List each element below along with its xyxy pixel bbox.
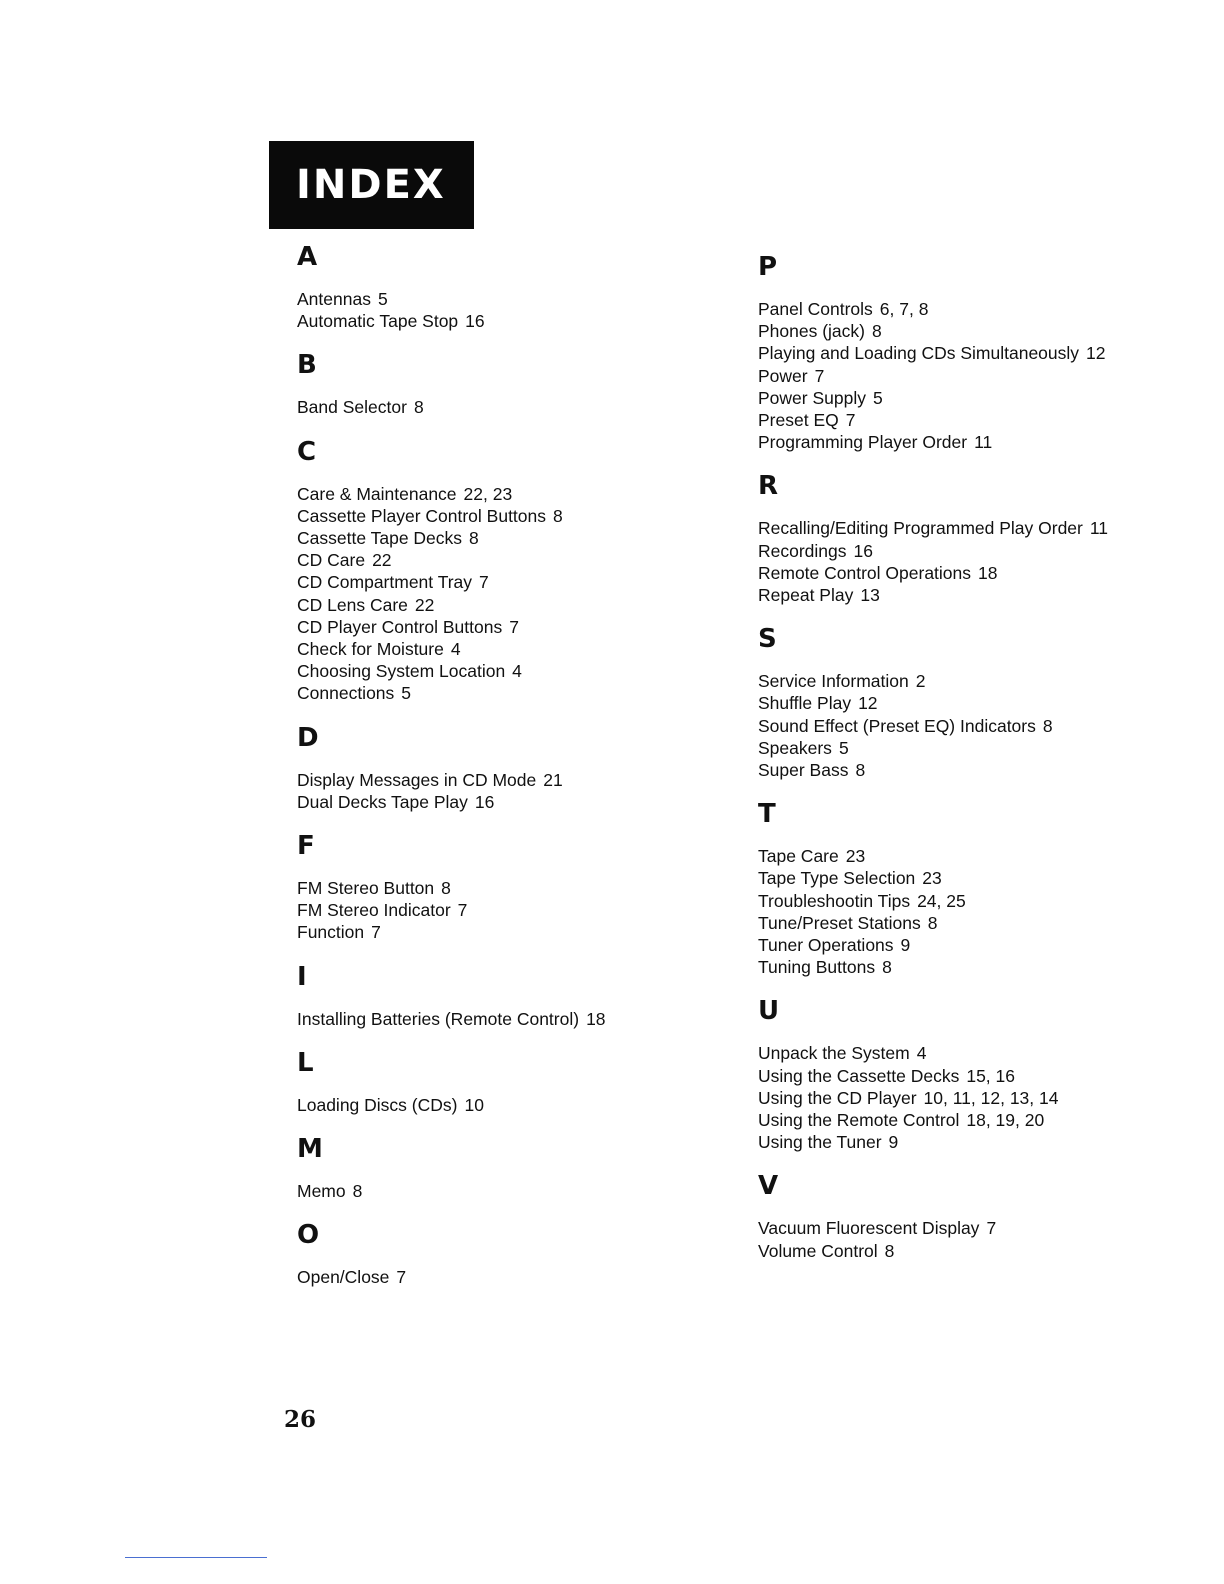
entry-term: Power — [758, 365, 808, 386]
index-section-t — [758, 795, 1198, 978]
section-letter: I — [297, 961, 307, 992]
entry-pages: 18 — [586, 1008, 606, 1029]
index-entry — [297, 877, 717, 899]
entry-term: Volume Control — [758, 1240, 878, 1261]
entry-term: FM Stereo Button — [297, 878, 435, 899]
section-letter: D — [297, 722, 319, 753]
entry-term: Installing Batteries (Remote Control) — [297, 1008, 580, 1029]
entry-pages: 13 — [860, 585, 880, 606]
section-letter: T — [758, 799, 776, 830]
index-entry — [758, 1109, 1198, 1131]
index-entry — [297, 594, 717, 616]
entry-pages: 2 — [915, 671, 926, 692]
index-entry — [758, 670, 1198, 692]
entry-pages: 7 — [509, 616, 519, 637]
index-section-f — [297, 827, 717, 944]
entry-pages: 7 — [371, 922, 381, 943]
entry-pages: 6, 7, 8 — [879, 299, 929, 319]
entry-term: FM Stereo Indicator — [297, 900, 451, 921]
section-letter: A — [297, 242, 318, 272]
entry-term: Phones (jack) — [758, 321, 865, 342]
index-column-right — [758, 248, 1198, 1276]
entry-term: CD Player Control Buttons — [297, 616, 503, 637]
entry-pages: 7 — [986, 1218, 997, 1239]
index-entry — [297, 396, 717, 418]
entry-pages: 7 — [845, 410, 856, 431]
index-entry — [297, 549, 717, 571]
index-title: INDEX — [269, 141, 474, 229]
entry-term: Function — [297, 922, 365, 943]
index-entry — [758, 845, 1198, 867]
entry-term: Playing and Loading CDs Simultaneously — [758, 343, 1080, 364]
index-entry — [758, 1042, 1198, 1064]
index-entry — [297, 616, 717, 638]
index-section-a — [297, 238, 717, 332]
section-letter: F — [297, 831, 315, 862]
entry-term: Connections — [297, 683, 395, 704]
index-entry — [297, 1266, 717, 1288]
section-letter: M — [297, 1134, 323, 1165]
section-letter: S — [758, 624, 777, 655]
entry-term: Antennas — [297, 289, 371, 309]
entry-pages: 8 — [927, 912, 938, 933]
index-entry — [758, 1217, 1198, 1239]
entry-term: Shuffle Play — [758, 693, 852, 714]
index-entry — [297, 571, 717, 593]
index-section-p — [758, 248, 1198, 453]
entry-term: Recalling/Editing Programmed Play Order — [758, 518, 1083, 539]
entry-pages: 18 — [978, 562, 998, 583]
entry-pages: 24, 25 — [917, 890, 966, 911]
entry-pages: 12 — [1086, 343, 1106, 364]
entry-pages: 8 — [1042, 715, 1053, 736]
entry-pages: 22, 23 — [463, 483, 513, 504]
page-number: 26 — [284, 1406, 317, 1433]
index-entry — [758, 759, 1198, 781]
index-section-l — [297, 1044, 717, 1116]
entry-term: Using the CD Player — [758, 1087, 917, 1108]
entry-pages: 8 — [882, 957, 892, 978]
index-section-r — [758, 467, 1198, 606]
entry-term: CD Lens Care — [297, 594, 408, 615]
index-entry — [758, 320, 1198, 342]
index-section-i — [297, 958, 717, 1030]
entry-pages: 18, 19, 20 — [966, 1110, 1045, 1131]
entry-pages: 8 — [553, 505, 563, 526]
index-entry — [758, 1065, 1198, 1087]
entry-term: Programming Player Order — [758, 432, 968, 453]
index-entry — [758, 298, 1198, 320]
index-section-b — [297, 346, 717, 418]
entry-term: Preset EQ — [758, 410, 839, 431]
index-entry — [758, 715, 1198, 737]
index-entry — [758, 562, 1198, 584]
entry-term: Tune/Preset Stations — [758, 912, 921, 933]
entry-term: Remote Control Operations — [758, 562, 972, 583]
entry-pages: 10 — [464, 1094, 484, 1115]
entry-term: Recordings — [758, 540, 847, 561]
entry-term: Using the Tuner — [758, 1132, 882, 1153]
entry-pages: 7 — [396, 1267, 407, 1288]
section-letter: P — [758, 252, 778, 282]
index-entry — [758, 387, 1198, 409]
index-entry — [297, 288, 717, 310]
index-section-o — [297, 1216, 717, 1288]
section-letter: V — [758, 1171, 779, 1202]
entry-pages: 11 — [1089, 518, 1109, 539]
section-letter: B — [297, 350, 317, 381]
entry-pages: 7 — [457, 900, 468, 921]
entry-pages: 5 — [401, 683, 412, 704]
index-section-m — [297, 1130, 717, 1202]
index-entry — [758, 1087, 1198, 1109]
entry-pages: 22 — [372, 550, 392, 571]
entry-term: Speakers — [758, 737, 832, 758]
index-entry — [758, 1131, 1198, 1153]
entry-term: Super Bass — [758, 760, 849, 781]
index-entry — [758, 517, 1198, 539]
entry-term: CD Compartment Tray — [297, 572, 473, 593]
entry-term: Panel Controls — [758, 299, 873, 319]
entry-term: Using the Remote Control — [758, 1110, 960, 1131]
entry-pages: 16 — [465, 311, 485, 332]
entry-term: Vacuum Fluorescent Display — [758, 1218, 980, 1239]
entry-pages: 10, 11, 12, 13, 14 — [923, 1087, 1059, 1108]
entry-pages: 11 — [974, 432, 993, 453]
entry-term: Unpack the System — [758, 1043, 910, 1064]
entry-term: Automatic Tape Stop — [297, 311, 459, 332]
index-entry — [758, 912, 1198, 934]
index-entry — [758, 934, 1198, 956]
entry-pages: 16 — [474, 791, 495, 812]
entry-term: Using the Cassette Decks — [758, 1065, 960, 1086]
entry-pages: 4 — [450, 639, 461, 660]
entry-term: Tuning Buttons — [758, 957, 876, 978]
entry-pages: 5 — [838, 737, 849, 758]
entry-pages: 23 — [845, 846, 866, 867]
index-entry — [758, 431, 1198, 453]
index-entry — [297, 1008, 717, 1030]
index-entry — [758, 956, 1198, 978]
section-letter: U — [758, 996, 780, 1027]
entry-term: CD Care — [297, 550, 366, 571]
entry-term: Display Messages in CD Mode — [297, 769, 537, 790]
entry-term: Dual Decks Tape Play — [297, 791, 468, 812]
index-entry — [758, 867, 1198, 889]
entry-pages: 7 — [479, 572, 489, 593]
entry-pages: 22 — [414, 594, 435, 615]
entry-pages: 8 — [441, 878, 451, 899]
entry-pages: 8 — [469, 528, 479, 549]
entry-pages: 8 — [352, 1181, 363, 1202]
entry-pages: 8 — [855, 760, 866, 781]
entry-term: Cassette Tape Decks — [297, 528, 463, 549]
entry-term: Sound Effect (Preset EQ) Indicators — [758, 715, 1036, 736]
index-section-v — [758, 1167, 1198, 1261]
index-entry — [297, 769, 717, 791]
entry-pages: 5 — [872, 387, 883, 408]
entry-pages: 9 — [888, 1132, 899, 1153]
index-entry — [297, 660, 717, 682]
entry-pages: 8 — [413, 397, 424, 418]
entry-term: Choosing System Location — [297, 661, 506, 682]
index-section-u — [758, 992, 1198, 1153]
index-entry — [758, 1240, 1198, 1262]
entry-pages: 4 — [512, 661, 522, 682]
bottom-rule — [125, 1557, 267, 1558]
entry-pages: 7 — [814, 365, 825, 386]
index-entry — [758, 890, 1198, 912]
index-entry — [758, 365, 1198, 387]
entry-pages: 15, 16 — [966, 1065, 1015, 1086]
index-entry — [297, 921, 717, 943]
entry-term: Care & Maintenance — [297, 483, 457, 504]
entry-pages: 8 — [884, 1240, 895, 1261]
entry-term: Repeat Play — [758, 585, 854, 606]
index-entry — [758, 737, 1198, 759]
index-entry — [297, 682, 717, 704]
index-entry — [758, 540, 1198, 562]
index-entry — [297, 1180, 717, 1202]
index-entry — [297, 483, 717, 505]
entry-pages: 12 — [858, 693, 878, 714]
entry-pages: 9 — [900, 935, 911, 956]
index-entry — [758, 409, 1198, 431]
section-letter: C — [297, 436, 317, 467]
index-entry — [297, 791, 717, 813]
index-entry — [297, 310, 717, 332]
entry-pages: 23 — [922, 868, 942, 889]
section-letter: R — [758, 471, 779, 502]
index-section-d — [297, 719, 717, 813]
section-letter: O — [297, 1220, 320, 1251]
index-section-s — [758, 620, 1198, 781]
index-entry — [758, 692, 1198, 714]
entry-term: Check for Moisture — [297, 639, 444, 660]
index-entry — [758, 342, 1198, 364]
entry-term: Troubleshootin Tips — [758, 890, 911, 911]
entry-term: Power Supply — [758, 387, 866, 408]
index-entry — [297, 527, 717, 549]
entry-term: Service Information — [758, 671, 909, 692]
entry-term: Tape Care — [758, 846, 839, 867]
section-letter: L — [297, 1047, 314, 1078]
entry-pages: 21 — [543, 769, 563, 790]
index-section-c — [297, 433, 717, 705]
entry-pages: 16 — [853, 540, 873, 561]
index-entry — [297, 1094, 717, 1116]
index-column-left — [297, 238, 717, 1302]
index-entry — [297, 638, 717, 660]
entry-pages: 8 — [872, 321, 882, 342]
entry-pages: 4 — [916, 1043, 927, 1064]
entry-term: Band Selector — [297, 397, 407, 418]
entry-pages: 5 — [377, 289, 388, 309]
entry-term: Tuner Operations — [758, 935, 894, 956]
entry-term: Open/Close — [297, 1267, 390, 1288]
entry-term: Loading Discs (CDs) — [297, 1094, 458, 1115]
entry-term: Memo — [297, 1181, 346, 1202]
entry-term: Tape Type Selection — [758, 868, 916, 889]
index-entry — [758, 584, 1198, 606]
index-entry — [297, 505, 717, 527]
entry-term: Cassette Player Control Buttons — [297, 505, 547, 526]
index-entry — [297, 899, 717, 921]
